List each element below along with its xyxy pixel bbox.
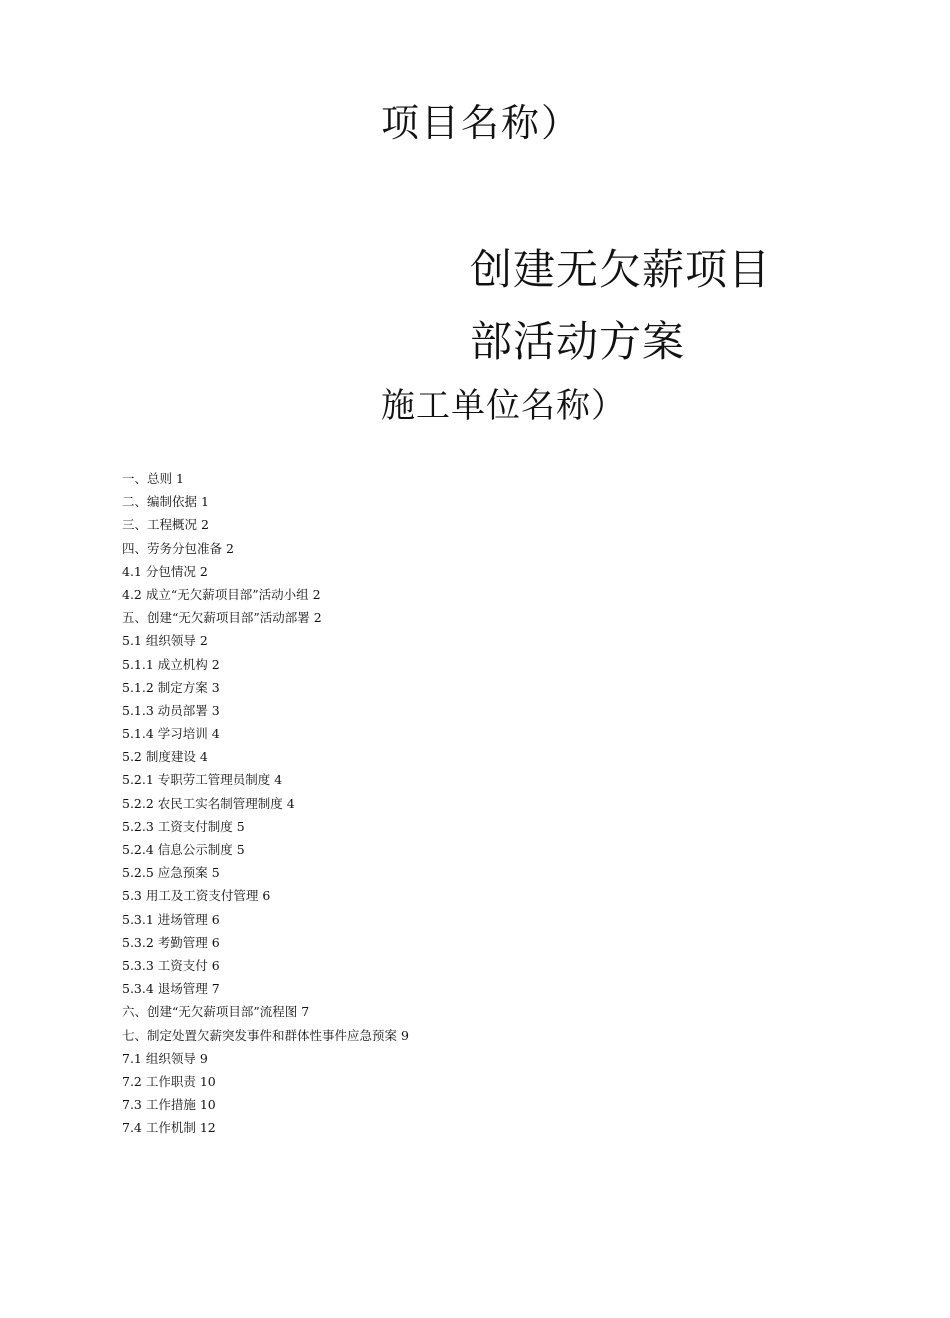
toc-entry: 5.3.3 工资支付 6 (122, 957, 220, 973)
toc-entry: 5.3.4 退场管理 7 (122, 981, 220, 997)
project-name: 项目名称） (381, 101, 582, 145)
toc-entry: 三、工程概况 2 (122, 517, 209, 533)
construction-unit-name: 施工单位名称） (381, 386, 626, 426)
toc-entry: 六、创建“无欠薪项目部”流程图 7 (122, 1004, 310, 1020)
toc-entry: 5.2.5 应急预案 5 (122, 865, 220, 881)
toc-entry: 5.3.1 进场管理 6 (122, 911, 220, 927)
toc-entry: 7.2 工作职责 10 (122, 1073, 216, 1089)
toc-entry: 5.1.2 制定方案 3 (122, 679, 220, 695)
document-title-line-2: 部活动方案 (470, 317, 686, 366)
toc-entry: 7.1 组织领导 9 (122, 1050, 208, 1066)
toc-entry: 5.3.2 考勤管理 6 (122, 934, 220, 950)
toc-entry: 二、编制依据 1 (122, 494, 209, 510)
toc-entry: 7.3 工作措施 10 (122, 1097, 216, 1113)
toc-entry: 5.3 用工及工资支付管理 6 (122, 888, 271, 904)
toc-entry: 5.2 制度建设 4 (122, 749, 208, 765)
toc-entry: 5.1 组织领导 2 (122, 633, 208, 649)
toc-entry: 7.4 工作机制 12 (122, 1120, 216, 1136)
toc-entry: 5.1.3 动员部署 3 (122, 702, 220, 718)
toc-entry: 四、劳务分包准备 2 (122, 540, 234, 556)
document-title (470, 234, 771, 378)
document-title-line-1: 创建无欠薪项目 (470, 245, 772, 294)
toc-entry: 4.2 成立“无欠薪项目部”活动小组 2 (122, 586, 321, 602)
toc-entry: 一、总则 1 (122, 471, 184, 486)
toc-entry: 5.2.4 信息公示制度 5 (122, 842, 245, 857)
toc-entry: 5.2.1 专职劳工管理员制度 4 (122, 772, 283, 788)
toc-entry: 5.2.2 农民工实名制管理制度 4 (122, 795, 295, 811)
toc-entry: 5.1.4 学习培训 4 (122, 726, 220, 742)
toc-entry: 5.1.1 成立机构 2 (122, 656, 220, 672)
table-of-contents (122, 467, 409, 1139)
toc-entry: 4.1 分包情况 2 (122, 563, 208, 579)
toc-entry: 五、创建“无欠薪项目部”活动部署 2 (122, 610, 322, 626)
toc-entry: 5.2.3 工资支付制度 5 (122, 818, 245, 834)
toc-entry: 七、制定处置欠薪突发事件和群体性事件应急预案 9 (122, 1027, 409, 1043)
